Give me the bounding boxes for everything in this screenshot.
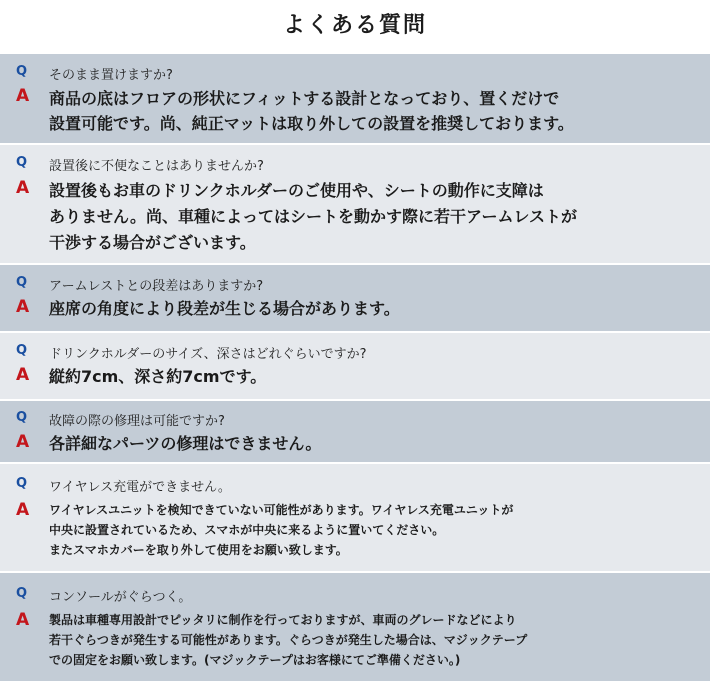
answer-text: 縦約7cm、深さ約7cmです。 [49,367,267,386]
answer-text: 座席の角度により段差が生じる場合があります。 [49,299,400,318]
answer-text: 商品の底はフロアの形状にフィットする設計となっており、置くだけで 設置可能です。尚、純正マットは取り外しての設置を推奨しております。 [49,89,574,133]
question-row [16,586,710,610]
answer-row [16,432,710,456]
question-row [16,64,710,86]
faq-item-2 [0,143,710,263]
answer-mark: A [16,86,30,106]
question-text: コンソールがぐらつく。 [49,590,192,605]
question-mark: Q [16,586,28,601]
answer-text: 設置後もお車のドリンクホルダーのご使用や、シートの動作に支障は ありません。尚、車種によってはシートを動かす際に若干アームレストが 干渉する場合がございます。 [49,181,578,252]
question-mark: Q [16,476,28,491]
answer-row [16,365,710,389]
question-mark: Q [16,275,28,290]
answer-mark: A [16,500,30,520]
faq-item-6 [0,462,710,571]
answer-mark: A [16,432,30,452]
question-mark: Q [16,155,28,170]
question-row [16,410,710,432]
question-mark: Q [16,64,28,79]
question-text: 故障の際の修理は可能ですか? [49,414,225,429]
faq-item-5 [0,399,710,462]
faq-list [0,52,710,681]
question-text: 設置後に不便なことはありませんか? [49,159,264,174]
question-row [16,275,710,297]
question-row [16,343,710,365]
answer-row [16,178,710,256]
question-mark: Q [16,343,28,358]
answer-mark: A [16,365,30,385]
question-text: アームレストとの段差はありますか? [49,279,264,294]
answer-row [16,610,710,670]
question-row [16,476,710,500]
page-title: よくある質問 [282,13,427,38]
answer-row [16,297,710,321]
faq-item-3 [0,263,710,331]
answer-mark: A [16,178,30,198]
answer-text: 製品は車種専用設計でピッタリに制作を行っておりますが、車両のグレードなどにより 若干ぐらつきが発生する可能性があります。ぐらつきが発生した場合は、マジックテープ での固定をお願い致します。(マジックテープはお客様にてご準備ください。) [49,613,528,667]
answer-row [16,86,710,136]
question-text: そのまま置けますか? [49,68,173,83]
faq-item-1 [0,52,710,143]
answer-mark: A [16,610,30,630]
answer-text: 各詳細なパーツの修理はできません。 [49,434,322,453]
question-row [16,155,710,178]
answer-mark: A [16,297,30,317]
faq-item-7 [0,571,710,681]
question-text: ドリンクホルダーのサイズ、深さはどれぐらいですか? [49,347,367,362]
question-mark: Q [16,410,28,425]
question-text: ワイヤレス充電ができません。 [49,480,231,495]
answer-text: ワイヤレスユニットを検知できていない可能性があります。ワイヤレス充電ユニットが 中央に設置されているため、スマホが中央に来るように置いてください。 またスマホカバーを取り外して使用をお願い致します。 [49,503,514,557]
faq-item-4 [0,331,710,399]
answer-row [16,500,710,560]
